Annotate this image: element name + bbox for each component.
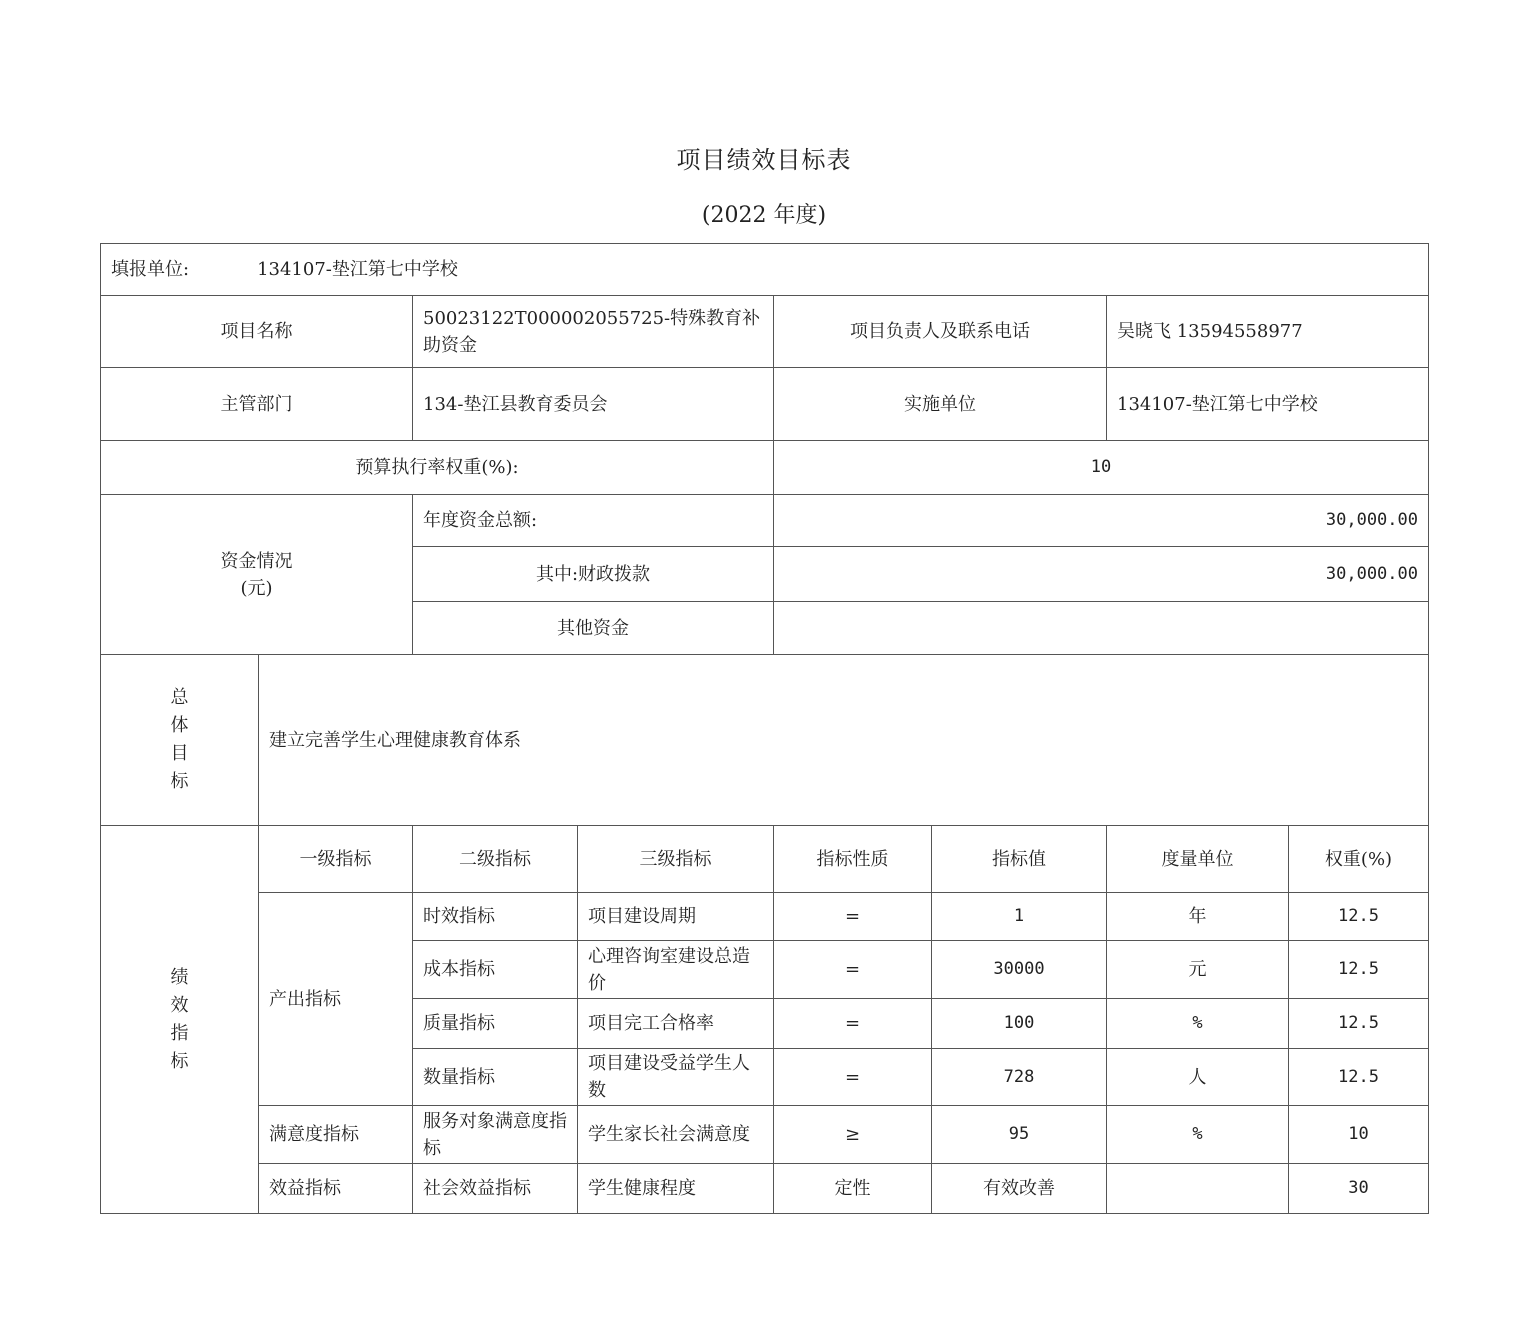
weight-cell: 12.5 bbox=[1289, 941, 1429, 999]
project-name-row bbox=[101, 296, 1429, 368]
overall-goal-row bbox=[101, 655, 1429, 826]
level3-cell: 项目建设受益学生人数 bbox=[578, 1049, 774, 1106]
goal-label-char: 体 bbox=[170, 715, 189, 736]
header-unit: 度量单位 bbox=[1107, 826, 1289, 893]
table-row bbox=[101, 1164, 1429, 1214]
indicators-label bbox=[101, 826, 259, 1214]
goal-label-char: 标 bbox=[170, 771, 189, 792]
department-label: 主管部门 bbox=[101, 368, 413, 441]
funds-total-label: 年度资金总额: bbox=[413, 495, 774, 547]
budget-rate-label: 预算执行率权重(%): bbox=[101, 441, 774, 495]
nature-cell: = bbox=[774, 893, 932, 941]
unit-cell: 人 bbox=[1107, 1049, 1289, 1106]
project-name-value: 50023122T000002055725-特殊教育补助资金 bbox=[413, 296, 774, 368]
goal-label-char: 总 bbox=[170, 687, 189, 708]
nature-cell: ≥ bbox=[774, 1106, 932, 1164]
indicators-label-char: 效 bbox=[170, 994, 189, 1016]
header-level3: 三级指标 bbox=[578, 826, 774, 893]
level3-cell: 学生家长社会满意度 bbox=[578, 1106, 774, 1164]
header-weight: 权重(%) bbox=[1289, 826, 1429, 893]
project-leader-label: 项目负责人及联系电话 bbox=[774, 296, 1107, 368]
unit-cell bbox=[1107, 1164, 1289, 1214]
header-nature: 指标性质 bbox=[774, 826, 932, 893]
weight-cell: 12.5 bbox=[1289, 893, 1429, 941]
level2-cell: 成本指标 bbox=[413, 941, 578, 999]
project-leader-value: 吴晓飞 13594558977 bbox=[1107, 296, 1429, 368]
nature-cell: 定性 bbox=[774, 1164, 932, 1214]
header-level2: 二级指标 bbox=[413, 826, 578, 893]
funds-total-value: 30,000.00 bbox=[774, 495, 1429, 547]
nature-cell: = bbox=[774, 999, 932, 1049]
budget-rate-value: 10 bbox=[774, 441, 1429, 495]
level2-cell: 时效指标 bbox=[413, 893, 578, 941]
level3-cell: 项目完工合格率 bbox=[578, 999, 774, 1049]
weight-cell: 30 bbox=[1289, 1164, 1429, 1214]
indicators-label-char: 绩 bbox=[170, 966, 189, 988]
department-row bbox=[101, 368, 1429, 441]
level2-cell: 服务对象满意度指标 bbox=[413, 1106, 578, 1164]
level3-cell: 心理咨询室建设总造价 bbox=[578, 941, 774, 999]
unit-cell: 元 bbox=[1107, 941, 1289, 999]
reporting-unit-label: 填报单位: bbox=[111, 259, 190, 280]
funds-other-value bbox=[774, 602, 1429, 655]
value-cell: 100 bbox=[932, 999, 1107, 1049]
funds-label-line1: 资金情况 bbox=[220, 550, 293, 572]
output-indicator-cell: 产出指标 bbox=[259, 893, 413, 1106]
funds-fiscal-label: 其中:财政拨款 bbox=[413, 547, 774, 602]
department-value: 134-垫江县教育委员会 bbox=[413, 368, 774, 441]
level1-cell: 效益指标 bbox=[259, 1164, 413, 1214]
header-value: 指标值 bbox=[932, 826, 1107, 893]
implementing-unit-label: 实施单位 bbox=[774, 368, 1107, 441]
value-cell: 有效改善 bbox=[932, 1164, 1107, 1214]
weight-cell: 12.5 bbox=[1289, 999, 1429, 1049]
funds-fiscal-value: 30,000.00 bbox=[774, 547, 1429, 602]
level2-cell: 质量指标 bbox=[413, 999, 578, 1049]
unit-cell: % bbox=[1107, 1106, 1289, 1164]
reporting-unit-value: 134107-垫江第七中学校 bbox=[257, 259, 458, 280]
unit-cell: % bbox=[1107, 999, 1289, 1049]
funds-other-label: 其他资金 bbox=[413, 602, 774, 655]
project-name-label: 项目名称 bbox=[101, 296, 413, 368]
reporting-unit-row bbox=[101, 244, 1429, 296]
level3-cell: 项目建设周期 bbox=[578, 893, 774, 941]
level1-cell: 满意度指标 bbox=[259, 1106, 413, 1164]
goal-label-char: 目 bbox=[170, 743, 189, 764]
indicators-label-char: 标 bbox=[170, 1050, 189, 1072]
page-subtitle: (2022 年度) bbox=[701, 203, 827, 228]
overall-goal-text: 建立完善学生心理健康教育体系 bbox=[259, 655, 1429, 826]
page-title: 项目绩效目标表 bbox=[676, 146, 852, 174]
table-row bbox=[101, 893, 1429, 941]
level3-cell: 学生健康程度 bbox=[578, 1164, 774, 1214]
nature-cell: = bbox=[774, 1049, 932, 1106]
weight-cell: 12.5 bbox=[1289, 1049, 1429, 1106]
value-cell: 30000 bbox=[932, 941, 1107, 999]
nature-cell: = bbox=[774, 941, 932, 999]
level2-cell: 数量指标 bbox=[413, 1049, 578, 1106]
level2-cell: 社会效益指标 bbox=[413, 1164, 578, 1214]
weight-cell: 10 bbox=[1289, 1106, 1429, 1164]
table-row bbox=[101, 1106, 1429, 1164]
implementing-unit-value: 134107-垫江第七中学校 bbox=[1107, 368, 1429, 441]
value-cell: 95 bbox=[932, 1106, 1107, 1164]
performance-target-table bbox=[100, 243, 1429, 1214]
indicators-label-char: 指 bbox=[170, 1022, 189, 1044]
indicator-header-row bbox=[101, 826, 1429, 893]
overall-goal-label bbox=[101, 655, 259, 826]
value-cell: 1 bbox=[932, 893, 1107, 941]
budget-rate-row bbox=[101, 441, 1429, 495]
funds-label bbox=[101, 495, 413, 655]
unit-cell: 年 bbox=[1107, 893, 1289, 941]
funds-total-row bbox=[101, 495, 1429, 547]
funds-label-line2: (元) bbox=[240, 577, 273, 599]
value-cell: 728 bbox=[932, 1049, 1107, 1106]
header-level1: 一级指标 bbox=[259, 826, 413, 893]
